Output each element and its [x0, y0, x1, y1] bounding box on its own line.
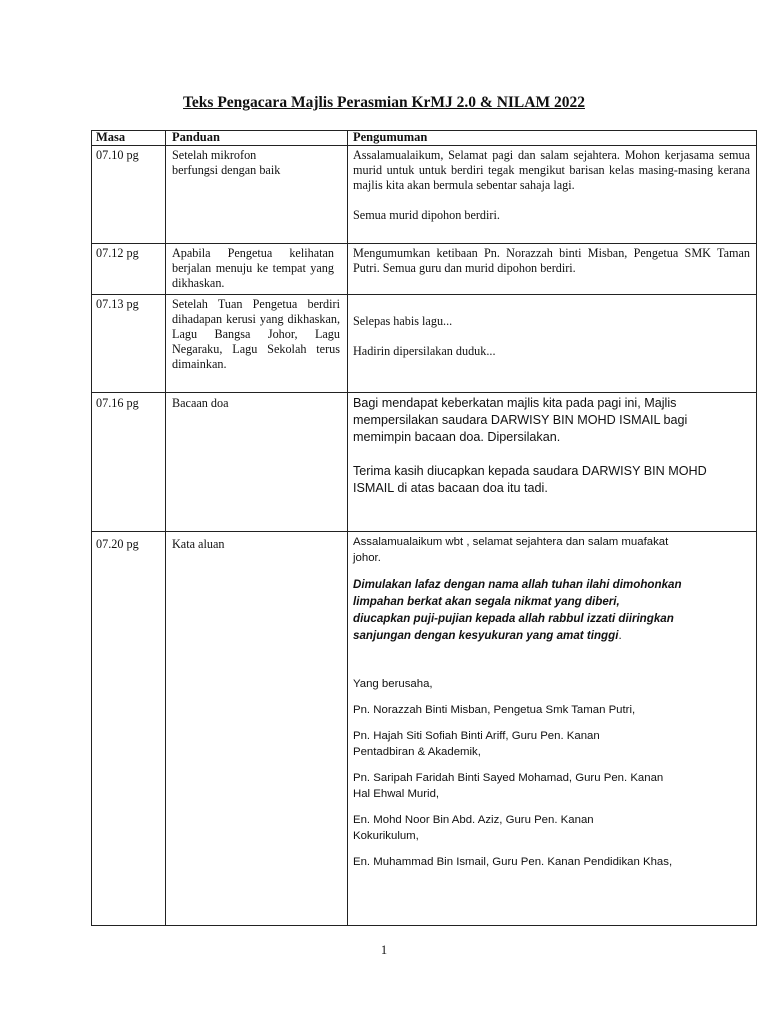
document-title: Teks Pengacara Majlis Perasmian KrMJ 2.0 & NILAM 2022	[183, 94, 585, 111]
dignitary-item: Pn. Saripah Faridah Binti Sayed Mohamad, Guru Pen. Kanan Hal Ehwal Murid,	[353, 772, 664, 800]
row-time: 07.12 pg	[96, 246, 139, 260]
dignitary-item: Pn. Norazzah Binti Misban, Pengetua Smk Taman Putri,	[353, 704, 636, 716]
greeting-label: Yang berusaha,	[353, 678, 433, 690]
opening-verse	[353, 610, 693, 644]
dignitary-item: Pn. Hajah Siti Sofiah Binti Ariff, Guru Pen. Kanan Pentadbiran & Akademik,	[353, 730, 600, 758]
table-border	[91, 294, 757, 295]
script-table	[91, 130, 757, 926]
header-masa: Masa	[96, 130, 126, 144]
table-border	[91, 243, 757, 244]
row-time: 07.13 pg	[96, 297, 139, 311]
opening-verse-end: .	[618, 629, 622, 642]
announcement-text: Bagi mendapat keberkatan majlis kita pada pagi ini, Majlis mempersilakan saudara DARWISY BIN MOHD ISMAIL bagi memimpin bacaan doa. Dipersilakan.	[353, 396, 688, 444]
announcement-text: Terima kasih diucapkan kepada saudara DARWISY BIN MOHD ISMAIL di atas bacaan doa itu tadi.	[353, 464, 707, 495]
page-number: 1	[380, 943, 388, 957]
announcement-text: Assalamualaikum wbt , selamat sejahtera dan salam muafakat johor.	[353, 536, 669, 564]
row-announcement	[353, 534, 693, 870]
table-border	[91, 531, 757, 532]
table-border	[91, 392, 757, 393]
announcement-text: Selepas habis lagu...	[353, 314, 453, 328]
row-guide: Apabila Pengetua kelihatan berjalan menuju ke tempat yang dikhaskan.	[172, 246, 334, 290]
row-announcement	[353, 395, 708, 497]
table-border	[91, 130, 92, 926]
table-border	[91, 145, 757, 146]
row-announcement	[353, 314, 750, 359]
header-panduan: Panduan	[172, 130, 220, 144]
table-border	[347, 130, 348, 926]
row-announcement	[353, 148, 750, 223]
row-guide: Kata aluan	[172, 537, 225, 551]
announcement-text: Hadirin dipersilakan duduk...	[353, 344, 496, 358]
table-border	[91, 925, 757, 926]
header-pengumuman: Pengumuman	[353, 130, 428, 144]
row-time: 07.10 pg	[96, 148, 139, 162]
opening-verse-text: diucapkan puji-pujian kepada allah rabbul izzati diiringkan sanjungan dengan kesyukuran yang amat tinggi	[353, 612, 674, 642]
row-time: 07.20 pg	[96, 537, 139, 551]
dignitary-item: En. Muhammad Bin Ismail, Guru Pen. Kanan Pendidikan Khas,	[353, 856, 673, 868]
table-border	[165, 130, 166, 926]
table-border	[756, 130, 757, 926]
row-announcement: Mengumumkan ketibaan Pn. Norazzah binti Misban, Pengetua SMK Taman Putri. Semua guru dan murid dipohon berdiri.	[353, 246, 750, 275]
row-guide: Setelah Tuan Pengetua berdiri dihadapan kerusi yang dikhaskan, Lagu Bangsa Johor, Lagu Negaraku, Lagu Sekolah terus dimainkan.	[172, 297, 340, 371]
announcement-text: Assalamualaikum, Selamat pagi dan salam sejahtera. Mohon kerjasama semua murid untuk untuk berdiri tegak mengikut barisan kelas masing-masing kerana majlis kita akan bermula sebentar sahaja lagi.	[353, 148, 750, 192]
opening-verse: Dimulakan lafaz dengan nama allah tuhan ilahi dimohonkan limpahan berkat akan segala nikmat yang diberi,	[353, 578, 682, 608]
row-guide: Bacaan doa	[172, 396, 229, 410]
announcement-text: Semua murid dipohon berdiri.	[353, 208, 500, 222]
row-time: 07.16 pg	[96, 396, 139, 410]
row-guide: Setelah mikrofon berfungsi dengan baik	[172, 148, 281, 177]
dignitary-item: En. Mohd Noor Bin Abd. Aziz, Guru Pen. Kanan Kokurikulum,	[353, 814, 594, 842]
